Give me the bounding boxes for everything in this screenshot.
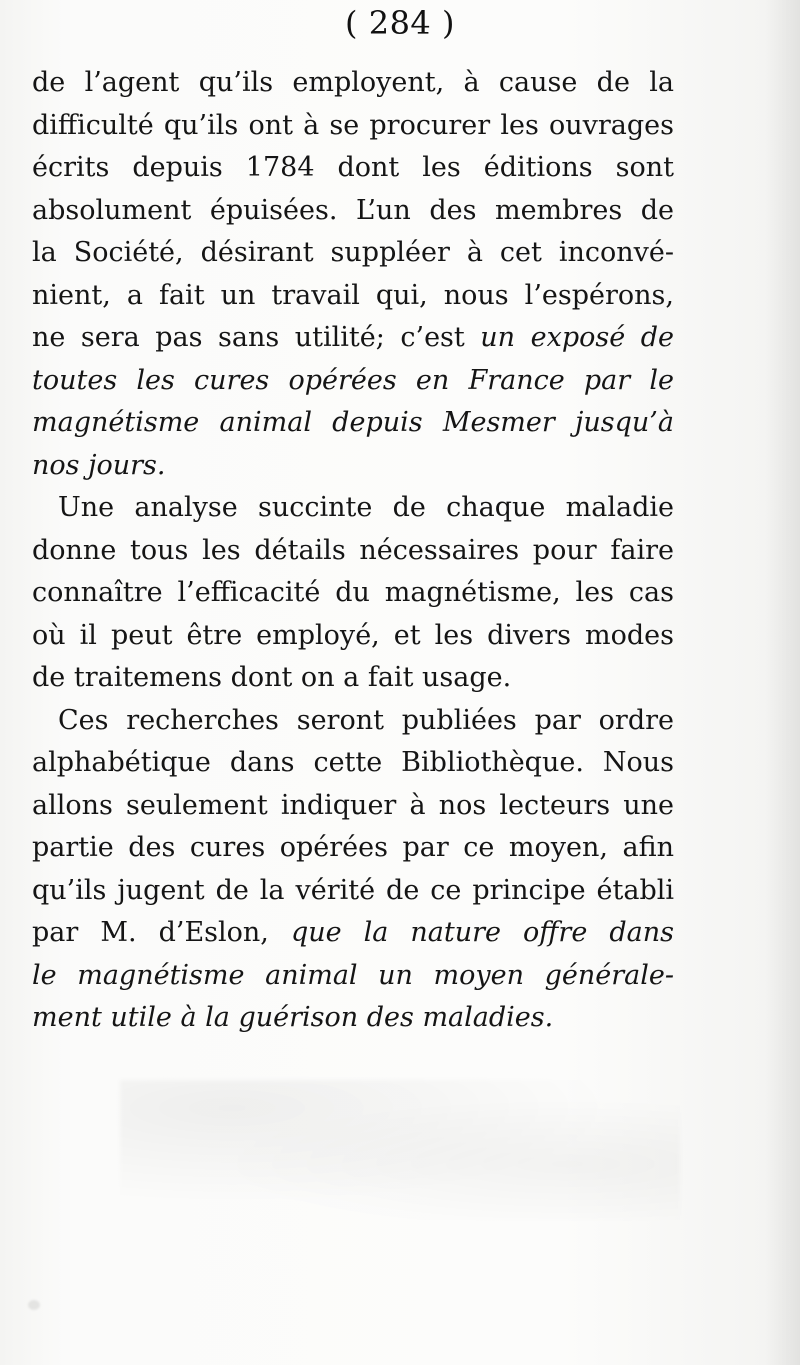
text-line — [32, 572, 674, 615]
text-line — [32, 402, 674, 445]
roman-text: nient, a fait un travail qui, nous l’espérons, — [32, 279, 674, 311]
text-line — [32, 827, 674, 870]
roman-text: Ces recherches seront publiées par ordre — [58, 704, 674, 736]
roman-text: ne sera pas sans utilité; c’est — [32, 322, 481, 353]
roman-text: la Société, désirant suppléer à cet inconvé- — [32, 237, 674, 268]
text-line — [32, 530, 674, 573]
italic-text: le magnétisme animal un moyen générale- — [32, 959, 674, 991]
roman-text: Une analyse succinte de chaque maladie — [58, 492, 674, 523]
paper-spot — [28, 1300, 40, 1310]
roman-text: qu’ils jugent de la vérité de ce principe établi — [32, 874, 674, 906]
roman-text: partie des cures opérées par ce moyen, afin — [32, 832, 674, 863]
paragraph — [32, 700, 674, 1040]
text-line — [32, 147, 674, 190]
paragraph — [32, 487, 674, 700]
text-line — [32, 700, 674, 743]
roman-text: difficulté qu’ils ont à se procurer les ouvrages — [32, 109, 674, 141]
roman-text: donne tous les détails nécessaires pour faire — [32, 534, 674, 566]
roman-text: par M. d’Eslon, — [32, 917, 291, 948]
roman-text: écrits depuis 1784 dont les éditions sont — [32, 152, 674, 183]
italic-text: magnétisme animal depuis Mesmer jusqu’à — [32, 407, 674, 438]
italic-text: un exposé de — [480, 322, 674, 353]
text-line — [32, 997, 674, 1040]
roman-text: absolument épuisées. L’un des membres de — [32, 194, 674, 226]
text-line — [32, 870, 674, 913]
text-line — [32, 955, 674, 998]
page-edge-shadow — [764, 0, 800, 1365]
roman-text: connaître l’efficacité du magnétisme, les cas — [32, 577, 674, 608]
roman-text: alphabétique dans cette Bibliothèque. Nous — [32, 747, 674, 778]
text-line — [32, 317, 674, 360]
roman-text: allons seulement indiquer à nos lecteurs une — [32, 789, 674, 821]
text-line — [32, 232, 674, 275]
text-line — [32, 275, 674, 318]
page-number-header: ( 284 ) — [345, 4, 455, 42]
italic-text: toutes les cures opérées en France par le — [32, 364, 674, 396]
text-line — [32, 190, 674, 233]
text-line — [32, 615, 674, 658]
text-line — [32, 62, 674, 105]
text-line — [32, 105, 674, 148]
italic-text: nos jours. — [32, 449, 166, 481]
text-line — [32, 445, 674, 488]
text-line — [32, 912, 674, 955]
text-line — [32, 657, 674, 700]
roman-text: de l’agent qu’ils employent, à cause de la — [32, 67, 674, 98]
text-line — [32, 360, 674, 403]
italic-text: ment utile à la guérison des maladies. — [32, 1002, 554, 1033]
body-text — [32, 62, 674, 1040]
roman-text: de traitemens dont on a fait usage. — [32, 662, 512, 693]
text-line — [32, 487, 674, 530]
roman-text: où il peut être employé, et les divers modes — [32, 619, 674, 651]
paragraph — [32, 62, 674, 487]
text-line — [32, 785, 674, 828]
show-through-bleed — [120, 1080, 680, 1220]
text-line — [32, 742, 674, 785]
italic-text: que la nature offre dans — [290, 917, 674, 948]
